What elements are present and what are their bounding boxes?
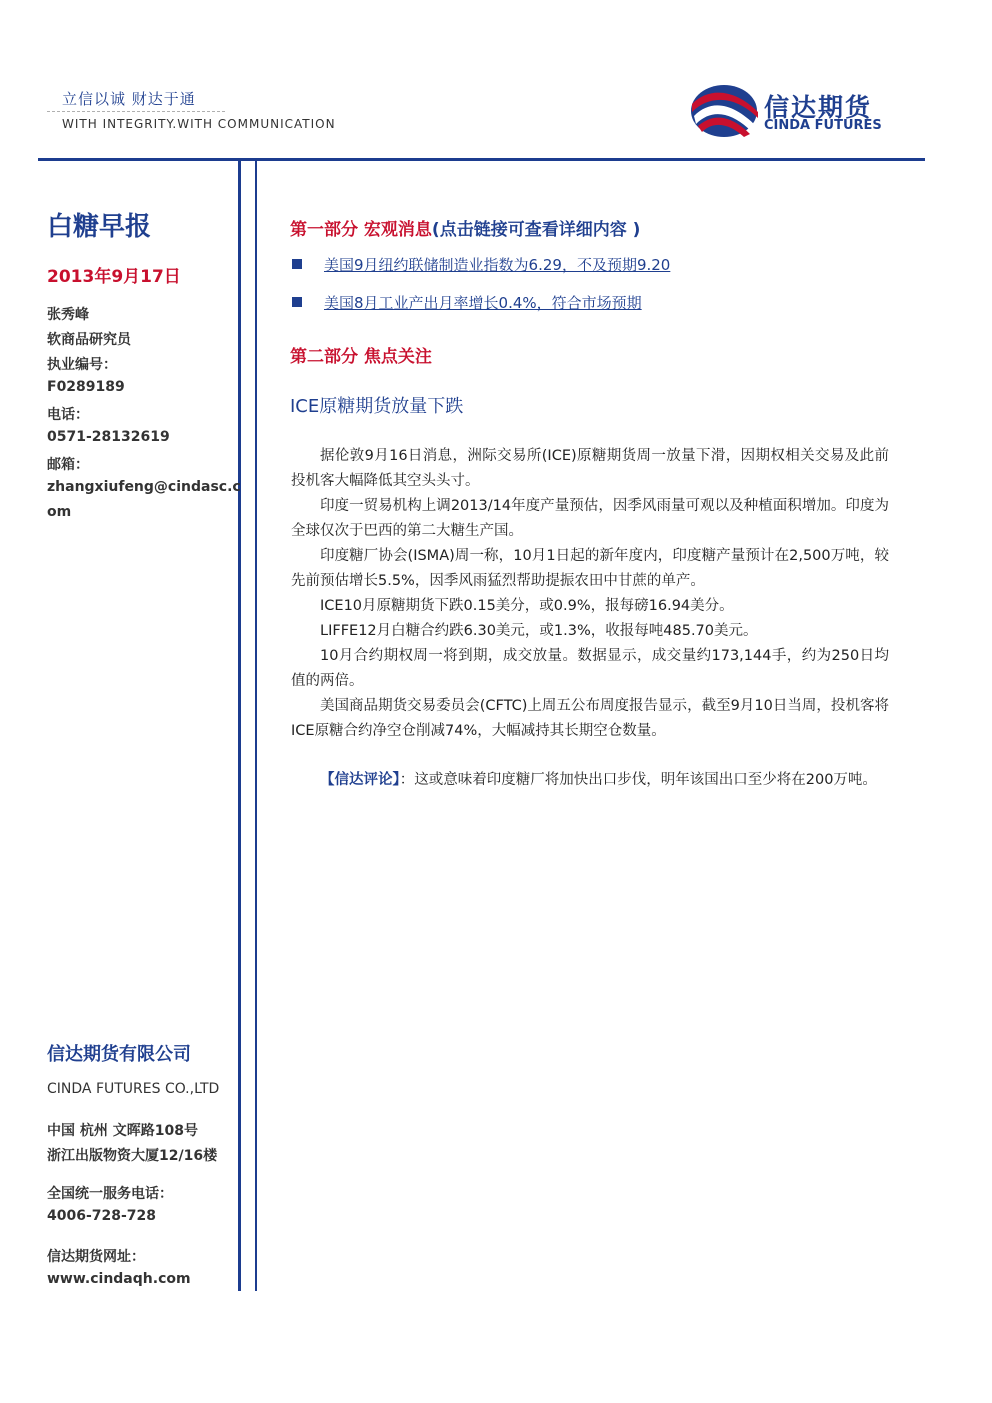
- service-phone: 4006-728-728: [47, 1208, 157, 1224]
- phone-number: 0571-28132619: [47, 429, 170, 445]
- website-link[interactable]: www.cindaqh.com: [47, 1271, 191, 1287]
- email-label: 邮箱：: [47, 457, 89, 473]
- header-rule: [38, 158, 925, 161]
- slogan-divider: [47, 111, 225, 112]
- article-body: [291, 444, 889, 744]
- news-link-1[interactable]: 美国9月纽约联储制造业指数为6.29，不及预期9.20: [324, 256, 671, 274]
- article-paragraph: ICE10月原糖期货下跌0.15美分，或0.9%，报每磅16.94美分。: [320, 598, 734, 614]
- license-label: 执业编号：: [47, 357, 117, 373]
- logo-text-cn: 信达期货: [764, 93, 873, 122]
- article-paragraph: 印度一贸易机构上调2013/14年度产量预估，因季风雨量可观以及种植面积增加。印度为全球仅次于巴西的第二大糖生产国。: [291, 498, 889, 539]
- analyst-comment: [291, 768, 889, 793]
- company-logo: [688, 82, 928, 142]
- news-link-2[interactable]: 美国8月工业产出月率增长0.4%，符合市场预期: [324, 294, 642, 312]
- report-date: 2013年9月17日: [47, 267, 181, 287]
- article-paragraph: 10月合约期权周一将到期，成交放量。数据显示，成交量约173,144手，约为250日均值的两倍。: [291, 648, 889, 689]
- section1-note: (点击链接可查看详细内容 ): [431, 220, 641, 240]
- report-title: 白糖早报: [47, 212, 152, 242]
- news-item[interactable]: [292, 292, 642, 313]
- phone-label: 电话：: [47, 407, 89, 423]
- slogan-en: WITH INTEGRITY.WITH COMMUNICATION: [62, 117, 336, 131]
- email-address[interactable]: zhangxiufeng@cindasc.c: [47, 479, 241, 495]
- company-name-en: CINDA FUTURES CO.,LTD: [47, 1081, 220, 1097]
- article-paragraph: LIFFE12月白糖合约跌6.30美元，或1.3%，收报每吨485.70美元。: [320, 623, 758, 639]
- column-divider: [255, 161, 257, 1291]
- article-title: ICE原糖期货放量下跌: [290, 396, 464, 417]
- column-divider: [238, 161, 241, 1291]
- analyst-role: 软商品研究员: [47, 332, 131, 348]
- company-name-cn: 信达期货有限公司: [47, 1044, 191, 1065]
- square-bullet-icon: [292, 259, 302, 269]
- section1-title: 第一部分 宏观消息: [290, 220, 432, 240]
- service-phone-label: 全国统一服务电话：: [47, 1186, 173, 1202]
- section1-heading: [290, 215, 640, 240]
- website-label: 信达期货网址：: [47, 1249, 145, 1265]
- section2-title: 第二部分 焦点关注: [290, 347, 432, 367]
- analyst-name: 张秀峰: [47, 307, 89, 323]
- comment-text: ：这或意味着印度糖厂将加快出口步伐，明年该国出口至少将在200万吨。: [399, 772, 877, 788]
- comment-label: 【信达评论】: [320, 772, 400, 788]
- email-address-cont[interactable]: om: [47, 504, 72, 520]
- address-line-1: 中国 杭州 文晖路108号: [47, 1123, 198, 1139]
- article-paragraph: 美国商品期货交易委员会(CFTC)上周五公布周度报告显示，截至9月10日当周，投机客将ICE原糖合约净空仓削减74%，大幅减持其长期空仓数量。: [291, 698, 889, 739]
- address-line-2: 浙江出版物资大厦12/16楼: [47, 1148, 218, 1164]
- slogan-cn: 立信以诚 财达于通: [62, 90, 196, 108]
- news-item[interactable]: [292, 254, 670, 275]
- article-paragraph: 据伦敦9月16日消息，洲际交易所(ICE)原糖期货周一放量下滑，因期权相关交易及此前投机客大幅降低其空头头寸。: [291, 448, 889, 489]
- article-paragraph: 印度糖厂协会(ISMA)周一称，10月1日起的新年度内，印度糖产量预计在2,500万吨，较先前预估增长5.5%，因季风雨猛烈帮助提振农田中甘蔗的单产。: [291, 548, 889, 589]
- logo-text-en: CINDA FUTURES: [764, 118, 882, 133]
- square-bullet-icon: [292, 297, 302, 307]
- license-number: F0289189: [47, 379, 125, 395]
- cinda-logo-icon: [688, 82, 760, 140]
